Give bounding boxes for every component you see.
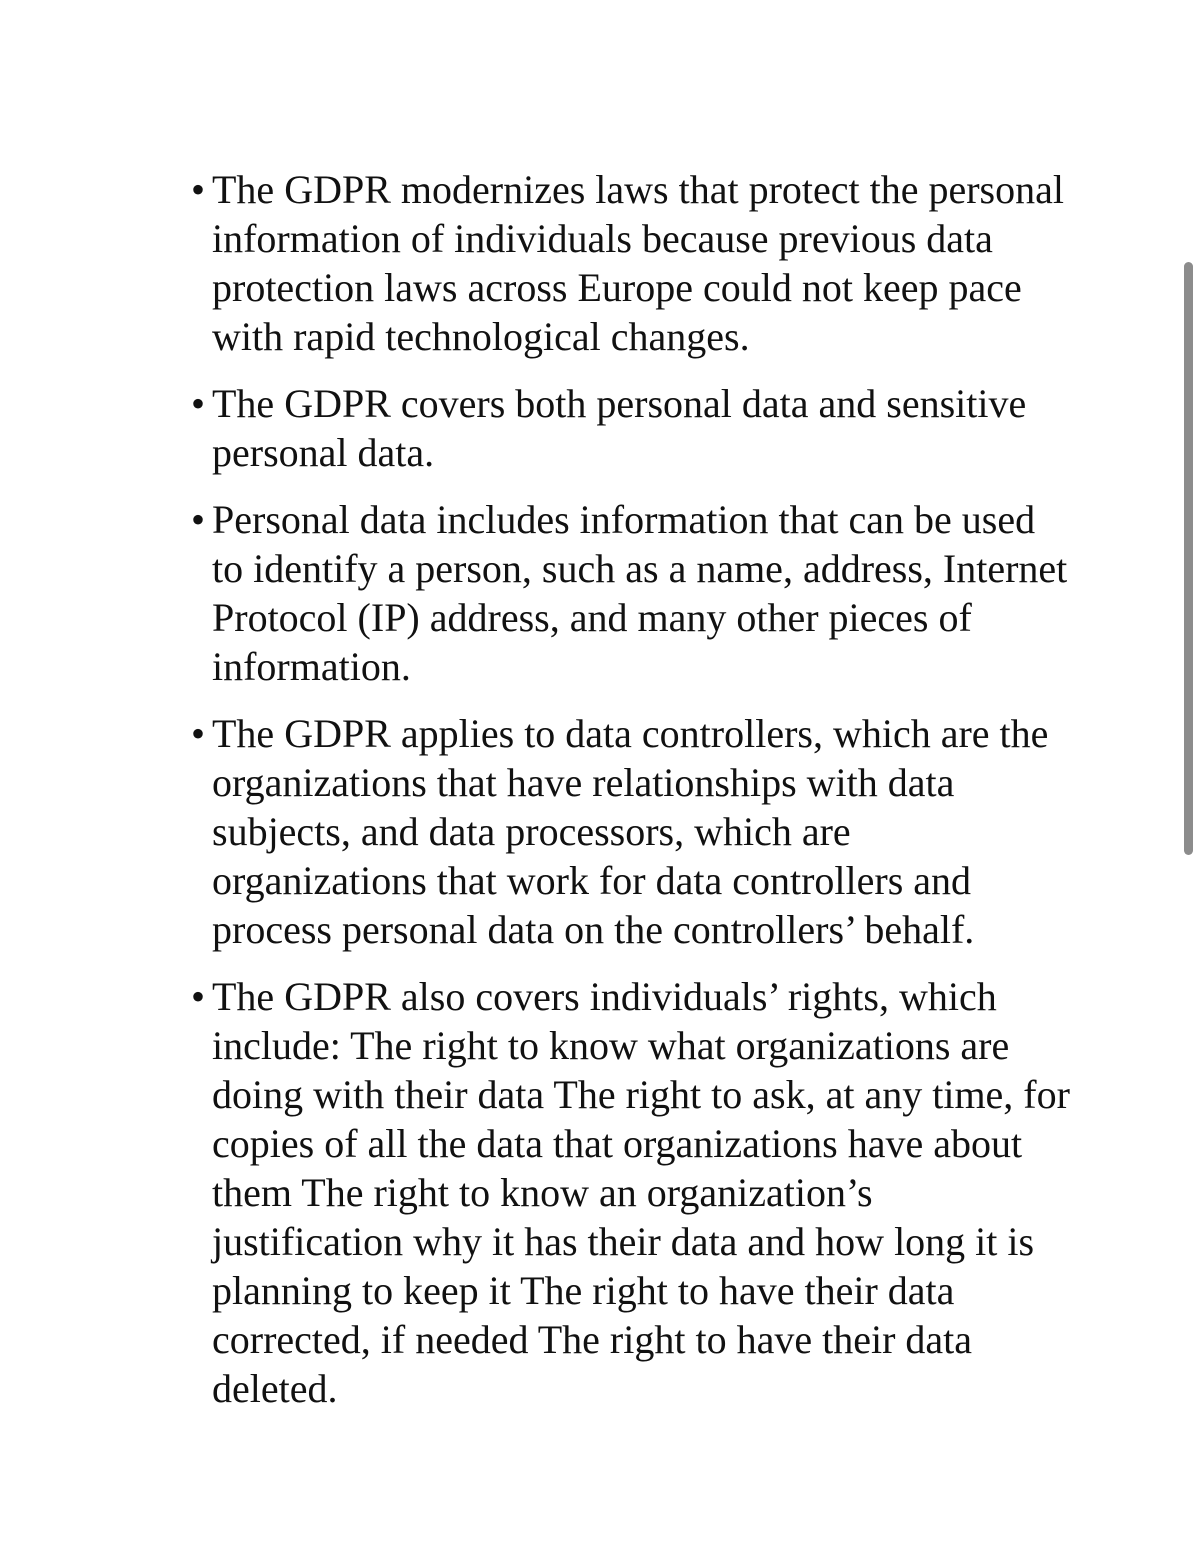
bullet-text: The GDPR modernizes laws that protect the personal information of individuals because previous data protection laws across Europe could not keep pace with rapid technological changes. bbox=[212, 167, 1064, 359]
bullet-item bbox=[170, 972, 1070, 1413]
bullet-dot-icon: • bbox=[191, 497, 206, 542]
bullet-item bbox=[170, 709, 1070, 954]
bullet-dot-icon: • bbox=[191, 167, 206, 212]
bullet-text: The GDPR applies to data controllers, which are the organizations that have relationships with data subjects, and data processors, which are organizations that work for data controllers and process personal data on the controllers’ behalf. bbox=[212, 711, 1049, 952]
scrollbar-thumb[interactable] bbox=[1184, 262, 1193, 855]
bullet-dot-icon: • bbox=[191, 381, 206, 426]
vertical-scrollbar[interactable] bbox=[1180, 0, 1200, 1553]
bullet-list bbox=[170, 165, 1070, 1431]
bullet-item bbox=[170, 165, 1070, 361]
bullet-text: The GDPR covers both personal data and sensitive personal data. bbox=[212, 381, 1027, 475]
bullet-item bbox=[170, 379, 1070, 477]
bullet-item bbox=[170, 495, 1070, 691]
bullet-dot-icon: • bbox=[191, 711, 206, 756]
bullet-dot-icon: • bbox=[191, 974, 206, 1019]
bullet-text: The GDPR also covers individuals’ rights, which include: The right to know what organizations are doing with their data The right to ask, at any time, for copies of all the data that organizations have about them The right to know an organization’s justification why it has their data and how long it is planning to keep it The right to have their data corrected, if needed The right to have their data deleted. bbox=[212, 974, 1070, 1411]
bullet-text: Personal data includes information that can be used to identify a person, such as a name, address, Internet Protocol (IP) address, and many other pieces of information. bbox=[212, 497, 1068, 689]
